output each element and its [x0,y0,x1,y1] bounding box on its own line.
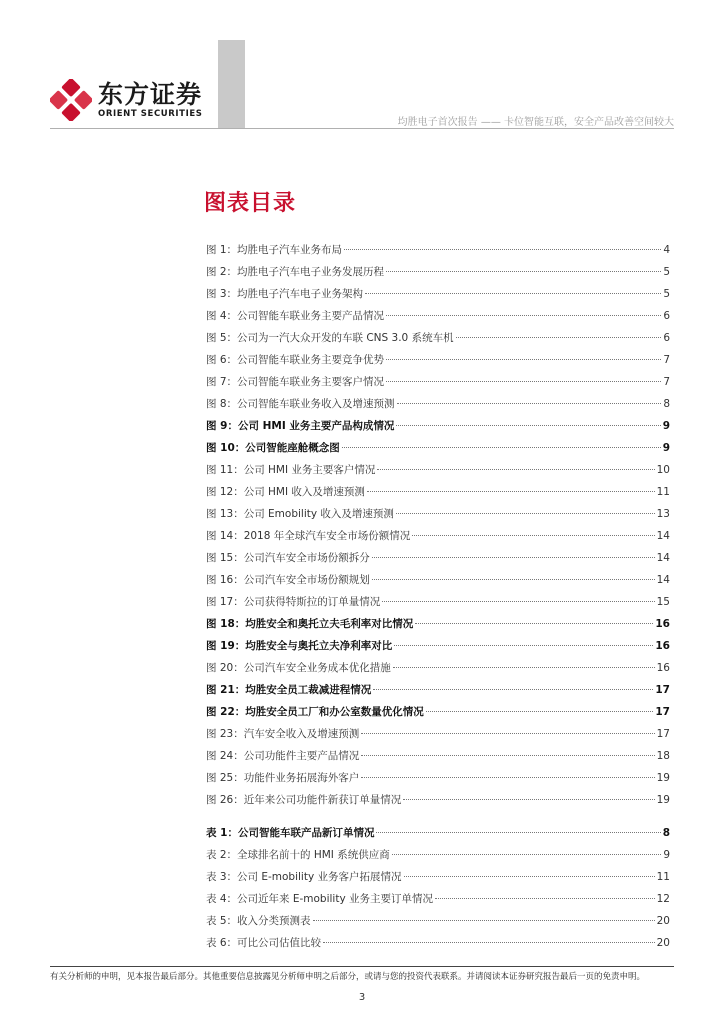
toc-entry-label: 图 23：汽车安全收入及增速预测 [206,728,360,740]
toc-leader-dots [382,601,654,602]
toc-entry[interactable] [206,935,670,957]
table-list [206,825,670,957]
toc-entry[interactable] [206,726,670,748]
toc-leader-dots [376,832,660,833]
toc-leader-dots [365,293,661,294]
toc-leader-dots [396,425,660,426]
toc-entry[interactable] [206,682,670,704]
toc-entry[interactable] [206,704,670,726]
toc-entry-label: 表 1：公司智能车联产品新订单情况 [206,827,375,839]
toc-entry-page: 8 [662,827,670,839]
toc-leader-dots [404,876,655,877]
toc-entry[interactable] [206,484,670,506]
toc-entry-page: 8 [663,398,670,410]
toc-leader-dots [393,667,655,668]
orient-securities-logo-icon [50,79,92,121]
toc-entry[interactable] [206,528,670,550]
toc-leader-dots [426,711,654,712]
toc-entry-label: 图 1：均胜电子汽车业务布局 [206,244,343,256]
toc-entry[interactable] [206,352,670,374]
logo-chinese-name: 东方证券 [98,79,203,109]
toc-leader-dots [394,645,653,646]
toc-entry[interactable] [206,660,670,682]
toc-entry-label: 表 2：全球排名前十的 HMI 系统供应商 [206,849,390,861]
toc-entry-page: 12 [656,893,670,905]
header-divider [50,128,674,129]
toc-entry[interactable] [206,572,670,594]
toc-entry-page: 20 [656,937,670,949]
page-title: 图表目录 [204,191,297,216]
toc-entry[interactable] [206,616,670,638]
toc-leader-dots [386,359,661,360]
figure-list [206,242,670,814]
toc-entry-label: 表 3：公司 E-mobility 业务客户拓展情况 [206,871,402,883]
toc-entry-label: 图 12：公司 HMI 收入及增速预测 [206,486,365,498]
toc-leader-dots [361,755,654,756]
toc-entry[interactable] [206,330,670,352]
toc-entry-label: 图 10：公司智能座舱概念图 [206,442,340,454]
toc-leader-dots [386,381,661,382]
toc-entry-page: 17 [656,728,670,740]
toc-entry[interactable] [206,374,670,396]
toc-leader-dots [403,799,654,800]
logo-english-name: ORIENT SECURITIES [98,108,203,119]
toc-entry-page: 6 [663,310,670,322]
toc-entry-page: 9 [662,442,670,454]
header-gray-bar [218,40,245,128]
toc-leader-dots [323,942,655,943]
toc-leader-dots [342,447,661,448]
toc-leader-dots [372,557,655,558]
page-number: 3 [358,992,366,1003]
toc-entry[interactable] [206,869,670,891]
toc-entry-label: 图 15：公司汽车安全市场份额拆分 [206,552,370,564]
toc-entry[interactable] [206,418,670,440]
toc-entry-label: 图 20：公司汽车安全业务成本优化措施 [206,662,391,674]
toc-entry-page: 7 [663,354,670,366]
toc-entry-label: 图 11：公司 HMI 业务主要客户情况 [206,464,376,476]
toc-entry-page: 14 [656,552,670,564]
toc-entry-page: 19 [656,772,670,784]
toc-leader-dots [456,337,662,338]
toc-entry-page: 19 [656,794,670,806]
toc-leader-dots [372,579,655,580]
toc-entry-label: 图 26：近年来公司功能件新获订单量情况 [206,794,402,806]
toc-leader-dots [397,403,662,404]
toc-entry-label: 图 19：均胜安全与奥托立夫净利率对比 [206,640,393,652]
toc-leader-dots [392,854,662,855]
toc-entry-page: 7 [663,376,670,388]
toc-entry-label: 图 14：2018 年全球汽车安全市场份额情况 [206,530,411,542]
toc-entry-page: 5 [663,266,670,278]
report-subtitle: 均胜电子首次报告 —— 卡位智能互联，安全产品改善空间较大 [397,117,674,128]
toc-entry[interactable] [206,286,670,308]
toc-entry-page: 14 [656,574,670,586]
toc-entry[interactable] [206,770,670,792]
toc-entry-page: 4 [663,244,670,256]
toc-entry-page: 18 [656,750,670,762]
footer-disclaimer: 有关分析师的申明，见本报告最后部分。其他重要信息披露见分析师申明之后部分，或请与您的投资代表联系。并请阅读本证券研究报告最后一页的免责申明。 [50,972,646,982]
toc-entry[interactable] [206,792,670,814]
toc-entry-page: 11 [656,486,670,498]
toc-entry-page: 17 [655,684,670,696]
toc-leader-dots [313,920,655,921]
toc-leader-dots [415,623,653,624]
toc-leader-dots [373,689,653,690]
toc-leader-dots [386,315,661,316]
toc-leader-dots [396,513,655,514]
toc-entry[interactable] [206,594,670,616]
toc-entry-page: 9 [663,849,670,861]
toc-entry-label: 图 16：公司汽车安全市场份额规划 [206,574,370,586]
toc-entry[interactable] [206,506,670,528]
toc-entry-label: 图 18：均胜安全和奥托立夫毛利率对比情况 [206,618,414,630]
toc-entry[interactable] [206,396,670,418]
toc-entry-page: 13 [656,508,670,520]
toc-entry-label: 图 7：公司智能车联业务主要客户情况 [206,376,385,388]
toc-entry-label: 表 4：公司近年来 E-mobility 业务主要订单情况 [206,893,434,905]
toc-entry[interactable] [206,847,670,869]
toc-entry-label: 图 5：公司为一汽大众开发的车联 CNS 3.0 系统车机 [206,332,454,344]
toc-entry-page: 6 [663,332,670,344]
toc-leader-dots [412,535,654,536]
toc-entry-page: 16 [655,618,670,630]
toc-entry-label: 图 13：公司 Emobility 收入及增速预测 [206,508,394,520]
toc-entry-label: 图 6：公司智能车联业务主要竞争优势 [206,354,385,366]
footer-divider [50,966,674,967]
toc-leader-dots [361,777,654,778]
toc-entry-page: 11 [656,871,670,883]
toc-entry[interactable] [206,913,670,935]
toc-entry-label: 图 9：公司 HMI 业务主要产品构成情况 [206,420,395,432]
toc-entry[interactable] [206,308,670,330]
toc-entry[interactable] [206,891,670,913]
toc-entry-label: 图 2：均胜电子汽车电子业务发展历程 [206,266,385,278]
toc-entry-label: 图 22：均胜安全员工厂和办公室数量优化情况 [206,706,424,718]
toc-entry-label: 表 5：收入分类预测表 [206,915,311,927]
toc-entry-label: 图 4：公司智能车联业务主要产品情况 [206,310,385,322]
toc-entry-page: 16 [656,662,670,674]
toc-leader-dots [361,733,654,734]
toc-entry-label: 图 21：均胜安全员工裁减进程情况 [206,684,372,696]
toc-entry-label: 图 25：功能件业务拓展海外客户 [206,772,360,784]
toc-entry-page: 10 [656,464,670,476]
toc-leader-dots [435,898,655,899]
toc-entry-label: 图 24：公司功能件主要产品情况 [206,750,360,762]
toc-entry-label: 图 17：公司获得特斯拉的订单量情况 [206,596,381,608]
toc-leader-dots [386,271,661,272]
toc-entry-label: 图 3：均胜电子汽车电子业务架构 [206,288,364,300]
toc-entry[interactable] [206,264,670,286]
logo [50,79,202,121]
toc-entry-page: 14 [656,530,670,542]
toc-entry-page: 5 [663,288,670,300]
toc-entry-label: 表 6：可比公司估值比较 [206,937,322,949]
toc-entry[interactable] [206,638,670,660]
toc-entry-page: 16 [655,640,670,652]
toc-leader-dots [344,249,661,250]
toc-entry[interactable] [206,825,670,847]
toc-entry-page: 9 [662,420,670,432]
toc-entry[interactable] [206,242,670,264]
toc-entry[interactable] [206,440,670,462]
toc-entry-page: 17 [655,706,670,718]
toc-entry[interactable] [206,748,670,770]
toc-entry[interactable] [206,550,670,572]
toc-leader-dots [377,469,654,470]
toc-leader-dots [367,491,655,492]
toc-entry[interactable] [206,462,670,484]
toc-entry-page: 20 [656,915,670,927]
toc-entry-page: 15 [656,596,670,608]
toc-entry-label: 图 8：公司智能车联业务收入及增速预测 [206,398,395,410]
